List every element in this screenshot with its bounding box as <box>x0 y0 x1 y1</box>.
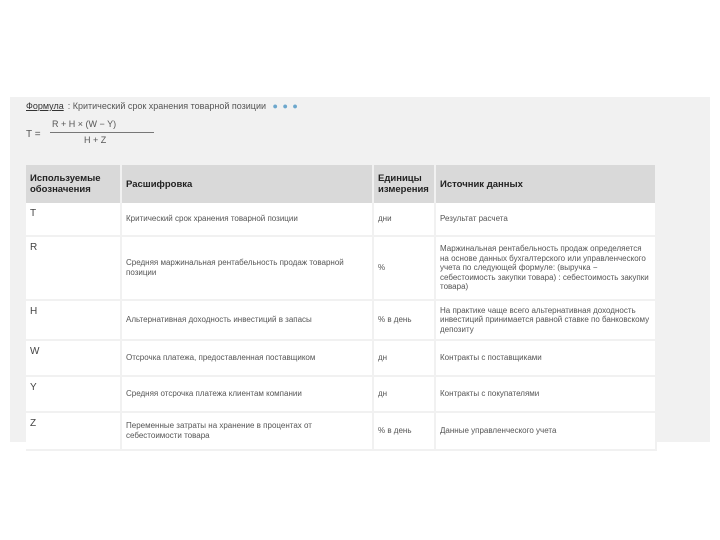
cell-symbol: W <box>26 340 121 376</box>
cell-unit: % <box>373 236 435 300</box>
formula-heading <box>26 101 299 111</box>
formula-denominator: H + Z <box>84 135 107 145</box>
cell-symbol: T <box>26 203 121 236</box>
formula-label: Формула <box>26 101 64 111</box>
cell-description: Критический срок хранения товарной позиции <box>121 203 373 236</box>
table-row <box>26 340 656 376</box>
cell-unit: дн <box>373 340 435 376</box>
table-row <box>26 412 656 450</box>
cell-description: Альтернативная доходность инвестиций в запасы <box>121 300 373 340</box>
header-source: Источник данных <box>435 165 656 203</box>
cell-source: Контракты с покупателями <box>435 376 656 412</box>
header-symbol: Используемые обозначения <box>26 165 121 203</box>
formula-colon: : <box>67 101 71 111</box>
table-row <box>26 376 656 412</box>
cell-symbol: R <box>26 236 121 300</box>
cell-description: Средняя отсрочка платежа клиентам компании <box>121 376 373 412</box>
cell-source: Контракты с поставщиками <box>435 340 656 376</box>
cell-description: Отсрочка платежа, предоставленная поставщиком <box>121 340 373 376</box>
notation-table <box>26 165 657 451</box>
cell-unit: % в день <box>373 300 435 340</box>
cell-symbol: Y <box>26 376 121 412</box>
cell-symbol: H <box>26 300 121 340</box>
decorative-dots-icon: ● ● ● <box>272 101 299 111</box>
table-row <box>26 236 656 300</box>
cell-source: Данные управленческого учета <box>435 412 656 450</box>
fraction-bar <box>50 132 154 133</box>
cell-source: Маржинальная рентабельность продаж определяется на основе данных бухгалтерского или управленческого учета по следующей формуле: (выручка − себестоимость закупки товара) : себестоимость закупки товара) <box>435 236 656 300</box>
cell-unit: дни <box>373 203 435 236</box>
header-unit: Единицы измерения <box>373 165 435 203</box>
table-row <box>26 203 656 236</box>
cell-description: Средняя маржинальная рентабельность продаж товарной позиции <box>121 236 373 300</box>
table-header-row <box>26 165 656 203</box>
cell-unit: дн <box>373 376 435 412</box>
content-panel <box>10 97 710 442</box>
cell-unit: % в день <box>373 412 435 450</box>
formula-lhs: T = <box>26 129 41 140</box>
cell-source: На практике чаще всего альтернативная доходность инвестиций принимается равной ставке по банковскому депозиту <box>435 300 656 340</box>
cell-description: Переменные затраты на хранение в процентах от себестоимости товара <box>121 412 373 450</box>
cell-symbol: Z <box>26 412 121 450</box>
table-row <box>26 300 656 340</box>
cell-source: Результат расчета <box>435 203 656 236</box>
header-description: Расшифровка <box>121 165 373 203</box>
formula-equation <box>26 119 166 149</box>
formula-numerator: R + H × (W − Y) <box>52 119 117 129</box>
formula-title: Критический срок хранения товарной позиции <box>72 101 267 111</box>
